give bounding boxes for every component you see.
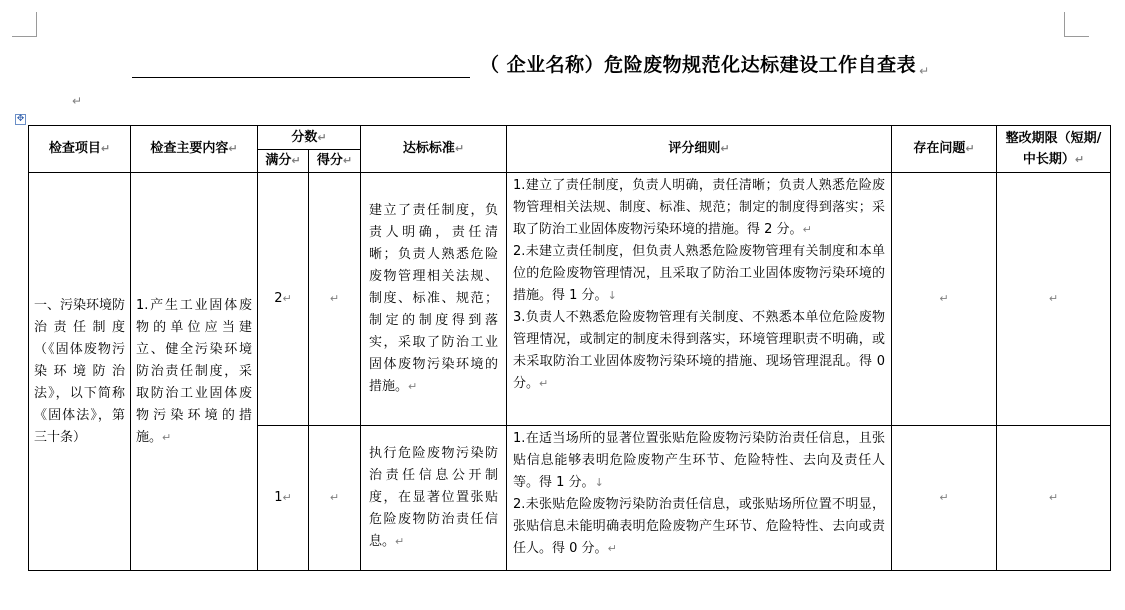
issues-cell[interactable]: ↵ bbox=[892, 173, 997, 426]
title-row bbox=[132, 48, 929, 78]
self-check-table bbox=[28, 125, 1111, 571]
detail-item: 1.建立了责任制度，负责人明确，责任清晰；负责人熟悉危险废物管理相关法规、制度、标准、规范；制定的制度得到落实；采取了防治工业固体废物污染环境的措施。得 2 分。↵ bbox=[513, 178, 886, 237]
header-item: 检查项目↵ bbox=[29, 126, 131, 173]
crop-mark-top-right bbox=[1064, 12, 1089, 37]
header-row bbox=[29, 126, 1111, 150]
issues-cell[interactable]: ↵ bbox=[892, 426, 997, 571]
content-cell[interactable]: 1.产生工业固体废物的单位应当建立、健全污染环境防治责任制度，采取防治工业固体废物污染环境的措施。↵ bbox=[131, 173, 258, 571]
deadline-cell[interactable]: ↵ bbox=[997, 426, 1111, 571]
standard-cell[interactable]: 执行危险废物污染防治责任信息公开制度，在显著位置张贴危险废物防治责任信息。↵ bbox=[361, 426, 507, 571]
deadline-cell[interactable]: ↵ bbox=[997, 173, 1111, 426]
header-content: 检查主要内容↵ bbox=[131, 126, 258, 173]
header-deadline: 整改期限（短期/中长期）↵ bbox=[997, 126, 1111, 173]
header-full-score: 满分↵ bbox=[258, 150, 309, 173]
detail-item: 1.在适当场所的显著位置张贴危险废物污染防治责任信息，且张贴信息能够表明危险废物产生环节、危险特性、去向及责任人等。得 1 分。↓ bbox=[513, 431, 886, 490]
table-row bbox=[29, 173, 1111, 426]
header-score-group: 分数↵ bbox=[258, 126, 361, 150]
full-score-cell[interactable]: 2↵ bbox=[258, 173, 309, 426]
paragraph-mark: ↵ bbox=[919, 64, 930, 78]
full-score-cell[interactable]: 1↵ bbox=[258, 426, 309, 571]
header-details: 评分细则↵ bbox=[507, 126, 892, 173]
header-standard: 达标标准↵ bbox=[361, 126, 507, 173]
standard-cell[interactable]: 建立了责任制度，负责人明确，责任清晰；负责人熟悉危险废物管理相关法规、制度、标准、规范；制定的制度得到落实，采取了防治工业固体废物污染环境的措施。↵ bbox=[361, 173, 507, 426]
header-issues: 存在问题↵ bbox=[892, 126, 997, 173]
company-name-blank[interactable] bbox=[132, 51, 470, 78]
details-cell[interactable] bbox=[507, 426, 892, 571]
project-cell[interactable]: 一、污染环境防治责任制度（《固体废物污染环境防治法》，以下简称《固体法》，第三十条） bbox=[29, 173, 131, 571]
crop-mark-top-left bbox=[12, 12, 37, 37]
detail-item: 2.未张贴危险废物污染防治责任信息，或张贴场所位置不明显，张贴信息未能明确表明危险废物产生环节、危险特性、去向或责任人。得 0 分。↵ bbox=[513, 497, 886, 556]
header-got-score: 得分↵ bbox=[309, 150, 361, 173]
got-score-cell[interactable]: ↵ bbox=[309, 173, 361, 426]
empty-paragraph-mark: ↵ bbox=[72, 94, 83, 108]
page-title: （ 企业名称）危险废物规范化达标建设工作自查表 bbox=[480, 54, 917, 76]
detail-item: 2.未建立责任制度，但负责人熟悉危险废物管理有关制度和本单位的危险废物管理情况，且采取了防治工业固体废物污染环境的措施。得 1 分。↓ bbox=[513, 244, 886, 303]
table-move-handle-icon[interactable]: ✥ bbox=[16, 114, 25, 124]
detail-item: 3.负责人不熟悉危险废物管理有关制度、不熟悉本单位危险废物管理情况，或制定的制度未得到落实，环境管理职责不明确，或未采取防治工业固体废物污染环境的措施、现场管理混乱。得 0 分。↵ bbox=[513, 310, 886, 391]
got-score-cell[interactable]: ↵ bbox=[309, 426, 361, 571]
details-cell[interactable] bbox=[507, 173, 892, 426]
